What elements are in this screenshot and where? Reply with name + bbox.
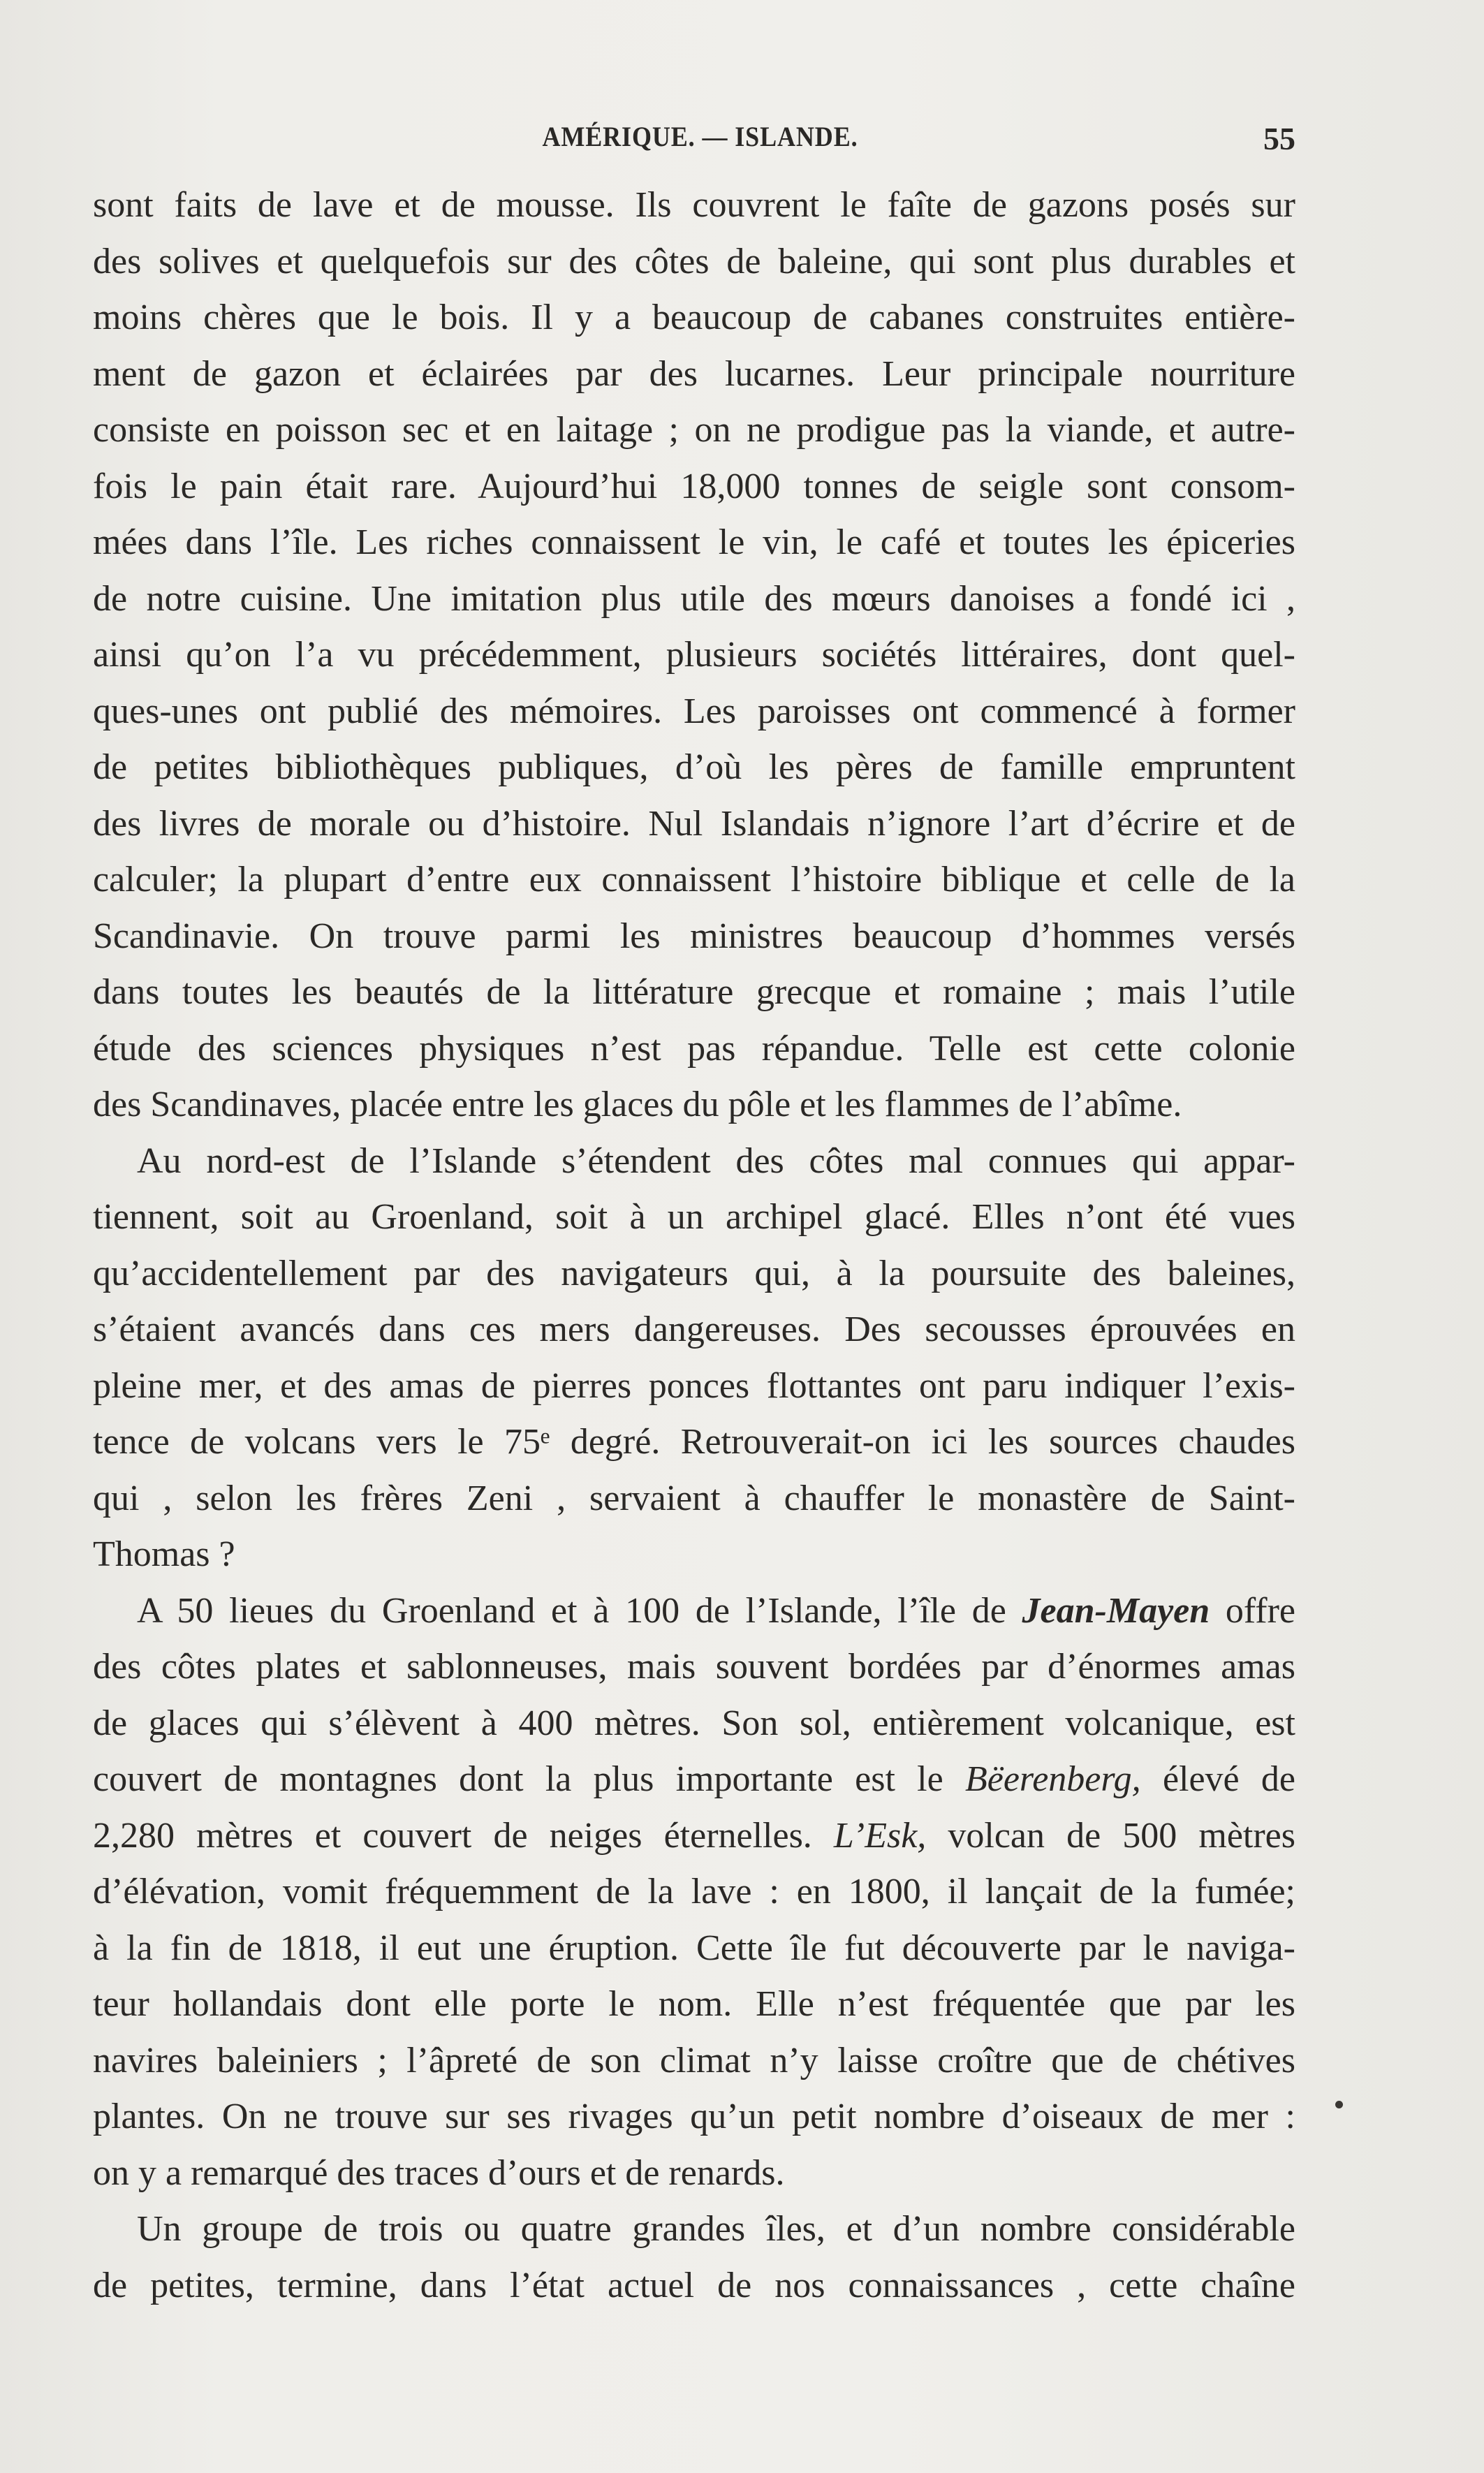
page-number: 55 [1263,121,1295,156]
text-fragment: volcan de 500 mètres [926,1815,1295,1856]
text-line: moins chères que le bois. Il y a beaucoup de cabanes construites entière- [93,298,1295,337]
text-line: consiste en poisson sec et en laitage ; on ne prodigue pas la viande, et autre- [93,410,1295,450]
text-line: Thomas ? [93,1534,235,1574]
text-line: de petites, termine, dans l’état actuel de nos connaissances , cette chaîne [93,2265,1295,2305]
text-line: des livres de morale ou d’histoire. Nul Islandais n’ignore l’art d’écrire et de [93,803,1295,844]
place-name-beerenberg: Bëerenberg, [964,1759,1141,1799]
text-line: qu’accidentellement par des navigateurs qui, à la poursuite des baleines, [93,1253,1295,1293]
text-line: dans toutes les beautés de la littérature grecque et romaine ; mais l’utile [93,972,1295,1012]
text-line: d’élévation, vomit fréquemment de la lave : en 1800, il lançait de la fumée; [93,1872,1295,1911]
text-line: fois le pain était rare. Aujourd’hui 18,000 tonnes de seigle sont consom- [93,466,1295,506]
text-line [93,1583,1295,1640]
text-line: ment de gazon et éclairées par des lucarnes. Leur principale nourriture [93,353,1295,394]
place-name-esk: L’Esk, [833,1815,927,1856]
text-line: à la fin de 1818, il eut une éruption. Cette île fut découverte par le naviga- [93,1928,1295,1968]
text-line: Un groupe de trois ou quatre grandes îles, et d’un nombre considérable [137,2209,1295,2249]
place-name-jean-mayen: Jean-Mayen [1022,1590,1210,1631]
text-line: mées dans l’île. Les riches connaissent le vin, le café et toutes les épiceries [93,522,1295,562]
text-line: des Scandinaves, placée entre les glaces du pôle et les flammes de l’abîme. [93,1085,1182,1124]
running-header [105,120,1295,162]
text-line: de notre cuisine. Une imitation plus utile des mœurs danoises a fondé ici , [93,578,1295,619]
text-line: qui , selon les frères Zeni , servaient à chauffer le monastère de Saint- [93,1478,1295,1518]
text-line: des côtes plates et sablonneuses, mais souvent bordées par d’énormes amas [93,1647,1295,1687]
text-fragment: élevé de [1140,1759,1295,1799]
text-line: calculer; la plupart d’entre eux connaissent l’histoire biblique et celle de la [93,860,1295,900]
text-fragment: A 50 lieues du Groenland et à 100 de l’Islande, l’île de [137,1590,1022,1631]
text-line: de glaces qui s’élèvent à 400 mètres. Son sol, entièrement volcanique, est [93,1703,1295,1743]
text-line: plantes. On ne trouve sur ses rivages qu’un petit nombre d’oiseaux de mer : [93,2097,1295,2136]
text-line: ainsi qu’on l’a vu précédemment, plusieurs sociétés littéraires, dont quel- [93,635,1295,675]
text-line: pleine mer, et des amas de pierres ponces flottantes ont paru indiquer l’exis- [93,1365,1295,1406]
text-line: sont faits de lave et de mousse. Ils couvrent le faîte de gazons posés sur [93,185,1295,225]
text-line: de petites bibliothèques publiques, d’où les pères de famille empruntent [93,747,1295,787]
text-line: on y a remarqué des traces d’ours et de renards. [93,2152,785,2193]
text-line: étude des sciences physiques n’est pas répandue. Telle est cette colonie [93,1028,1295,1069]
text-fragment: 2,280 mètres et couvert de neiges éternelles. [93,1815,834,1856]
text-line: s’étaient avancés dans ces mers dangereuses. Des secousses éprouvées en [93,1309,1295,1349]
text-line: teur hollandais dont elle porte le nom. Elle n’est fréquentée que par les [93,1984,1295,2024]
text-line: tence de volcans vers le 75ᵉ degré. Retrouverait-on ici les sources chaudes [93,1422,1295,1462]
text-line: des solives et quelquefois sur des côtes de baleine, qui sont plus durables et [93,241,1295,281]
text-line: tiennent, soit au Groenland, soit à un archipel glacé. Elles n’ont été vues [93,1197,1295,1237]
ink-speck [1335,2101,1343,2108]
body-text [93,177,1295,2314]
text-fragment: couvert de montagnes dont la plus importante est le [93,1759,965,1799]
text-line [93,1808,1295,1865]
running-title: AMÉRIQUE. — ISLANDE. [542,121,858,152]
text-line: Scandinavie. On trouve parmi les ministres beaucoup d’hommes versés [93,916,1295,956]
text-line: Au nord-est de l’Islande s’étendent des côtes mal connues qui appar- [137,1140,1295,1181]
text-line: navires baleiniers ; l’âpreté de son climat n’y laisse croître que de chétives [93,2040,1295,2081]
text-fragment: offre [1210,1590,1295,1631]
text-line: ques-unes ont publié des mémoires. Les paroisses ont commencé à former [93,691,1295,731]
text-line [93,1752,1295,1808]
